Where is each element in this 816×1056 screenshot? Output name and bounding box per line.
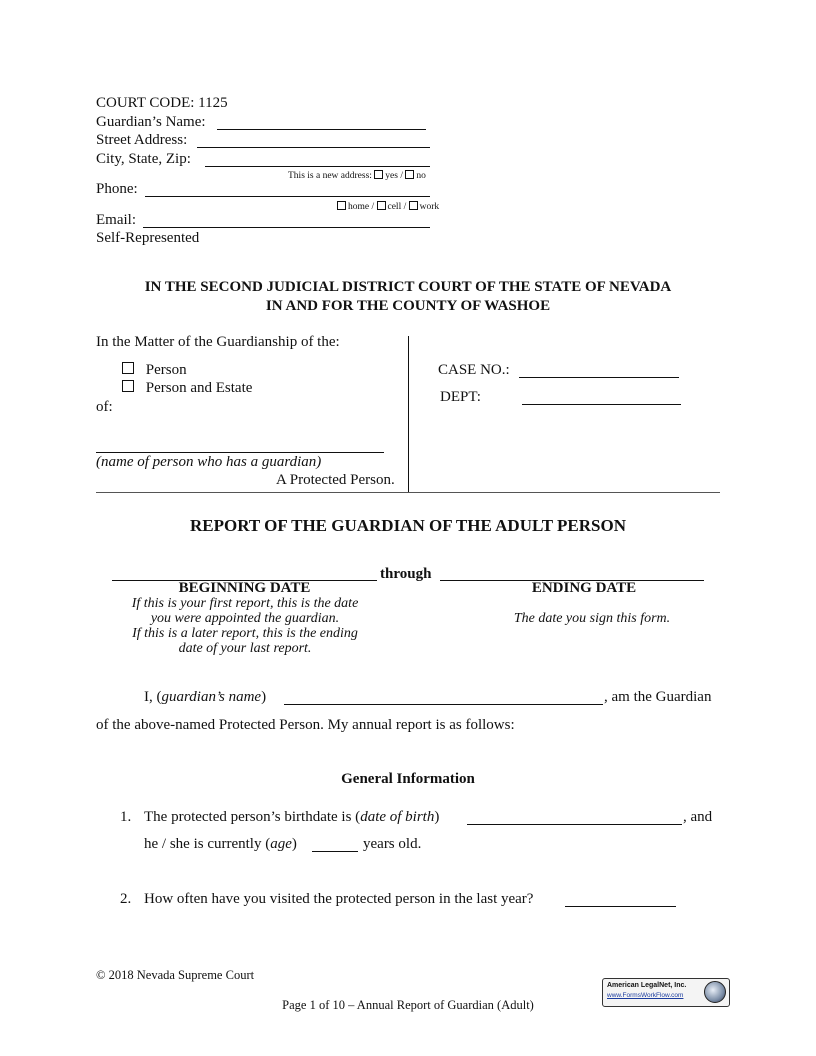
new-address-prompt: This is a new address:: [288, 171, 372, 181]
email-field[interactable]: [143, 227, 430, 228]
page-info: Page 1 of 10 – Annual Report of Guardian (Adult): [282, 998, 534, 1012]
guardian-name-field[interactable]: [217, 129, 426, 130]
q1-line2-prefix: he / she is currently (age): [144, 836, 297, 852]
person-label: Person: [145, 362, 187, 378]
yes-label: yes /: [385, 171, 403, 181]
phone-field[interactable]: [145, 196, 430, 197]
guardian-name-intro-field[interactable]: [284, 704, 603, 705]
cell-label: cell /: [387, 202, 407, 212]
ending-help: The date you sign this form.: [513, 611, 671, 626]
beginning-help-3: If this is a later report, this is the ending: [132, 626, 358, 641]
americanlegalnet-logo[interactable]: [602, 978, 730, 1007]
email-label: Email:: [96, 212, 136, 228]
q1-suffix: , and: [683, 809, 713, 825]
phone-type-row: [337, 201, 439, 212]
dept-label: DEPT:: [440, 389, 481, 405]
court-heading-line2: IN AND FOR THE COUNTY OF WASHOE: [265, 298, 551, 314]
general-info-heading: General Information: [341, 771, 475, 787]
case-no-label: CASE NO.:: [438, 362, 510, 378]
intro-prefix: I, (guardian’s name): [144, 689, 267, 705]
of-label: of:: [96, 399, 113, 415]
ending-date-label: ENDING DATE: [531, 580, 637, 596]
report-title: REPORT OF THE GUARDIAN OF THE ADULT PERSON: [190, 516, 626, 535]
protected-person-name-field[interactable]: [96, 452, 384, 453]
logo-line2[interactable]: www.FormsWorkFlow.com: [607, 992, 684, 999]
new-address-row: [288, 170, 426, 181]
city-state-zip-label: City, State, Zip:: [96, 151, 191, 167]
intro-line2: of the above-named Protected Person. My annual report is as follows:: [96, 717, 515, 733]
beginning-help-1: If this is your first report, this is the date: [131, 596, 359, 611]
guardian-name-label: Guardian’s Name:: [96, 114, 206, 130]
street-address-field[interactable]: [197, 147, 430, 148]
intro-suffix: , am the Guardian: [604, 689, 712, 705]
self-represented: Self-Represented: [96, 230, 200, 246]
phone-cell-checkbox[interactable]: [377, 201, 386, 210]
beginning-help-2: you were appointed the guardian.: [150, 611, 340, 626]
work-label: work: [419, 202, 440, 212]
street-address-label: Street Address:: [96, 132, 188, 148]
age-field[interactable]: [312, 851, 358, 852]
new-address-no-checkbox[interactable]: [405, 170, 414, 179]
beginning-help-4: date of your last report.: [178, 641, 312, 656]
no-label: no: [416, 171, 426, 181]
visit-frequency-field[interactable]: [565, 906, 676, 907]
q1-number: 1.: [120, 809, 132, 825]
q2-number: 2.: [120, 891, 132, 907]
protected-person-label: A Protected Person.: [276, 472, 395, 488]
person-checkbox[interactable]: [122, 362, 134, 374]
q2-text: How often have you visited the protected person in the last year?: [144, 891, 534, 907]
phone-home-checkbox[interactable]: [337, 201, 346, 210]
birthdate-field[interactable]: [467, 824, 682, 825]
new-address-yes-checkbox[interactable]: [374, 170, 383, 179]
globe-icon: [704, 981, 726, 1003]
court-heading-line1: IN THE SECOND JUDICIAL DISTRICT COURT OF THE STATE OF NEVADA: [144, 279, 672, 295]
case-no-field[interactable]: [519, 377, 679, 378]
copyright: © 2018 Nevada Supreme Court: [96, 968, 255, 982]
caption-divider: [408, 336, 409, 492]
caption-bottom-rule: [96, 492, 720, 493]
logo-line1: American LegalNet, Inc.: [607, 982, 687, 989]
person-and-estate-checkbox[interactable]: [122, 380, 134, 392]
through-label: through: [380, 566, 432, 582]
city-state-zip-field[interactable]: [205, 166, 430, 167]
matter-of-label: In the Matter of the Guardianship of the:: [96, 334, 340, 350]
phone-label: Phone:: [96, 181, 138, 197]
beginning-date-label: BEGINNING DATE: [178, 580, 311, 596]
phone-work-checkbox[interactable]: [409, 201, 418, 210]
person-and-estate-label: Person and Estate: [145, 380, 253, 396]
court-code: COURT CODE: 1125: [96, 95, 228, 111]
q1-text: The protected person’s birthdate is (date of birth): [144, 809, 440, 825]
person-option: [122, 362, 187, 379]
home-label: home /: [348, 202, 375, 212]
q1-line2-suffix: years old.: [363, 836, 422, 852]
person-and-estate-option: [122, 380, 252, 397]
dept-field[interactable]: [522, 404, 681, 405]
name-hint: (name of person who has a guardian): [96, 454, 322, 470]
